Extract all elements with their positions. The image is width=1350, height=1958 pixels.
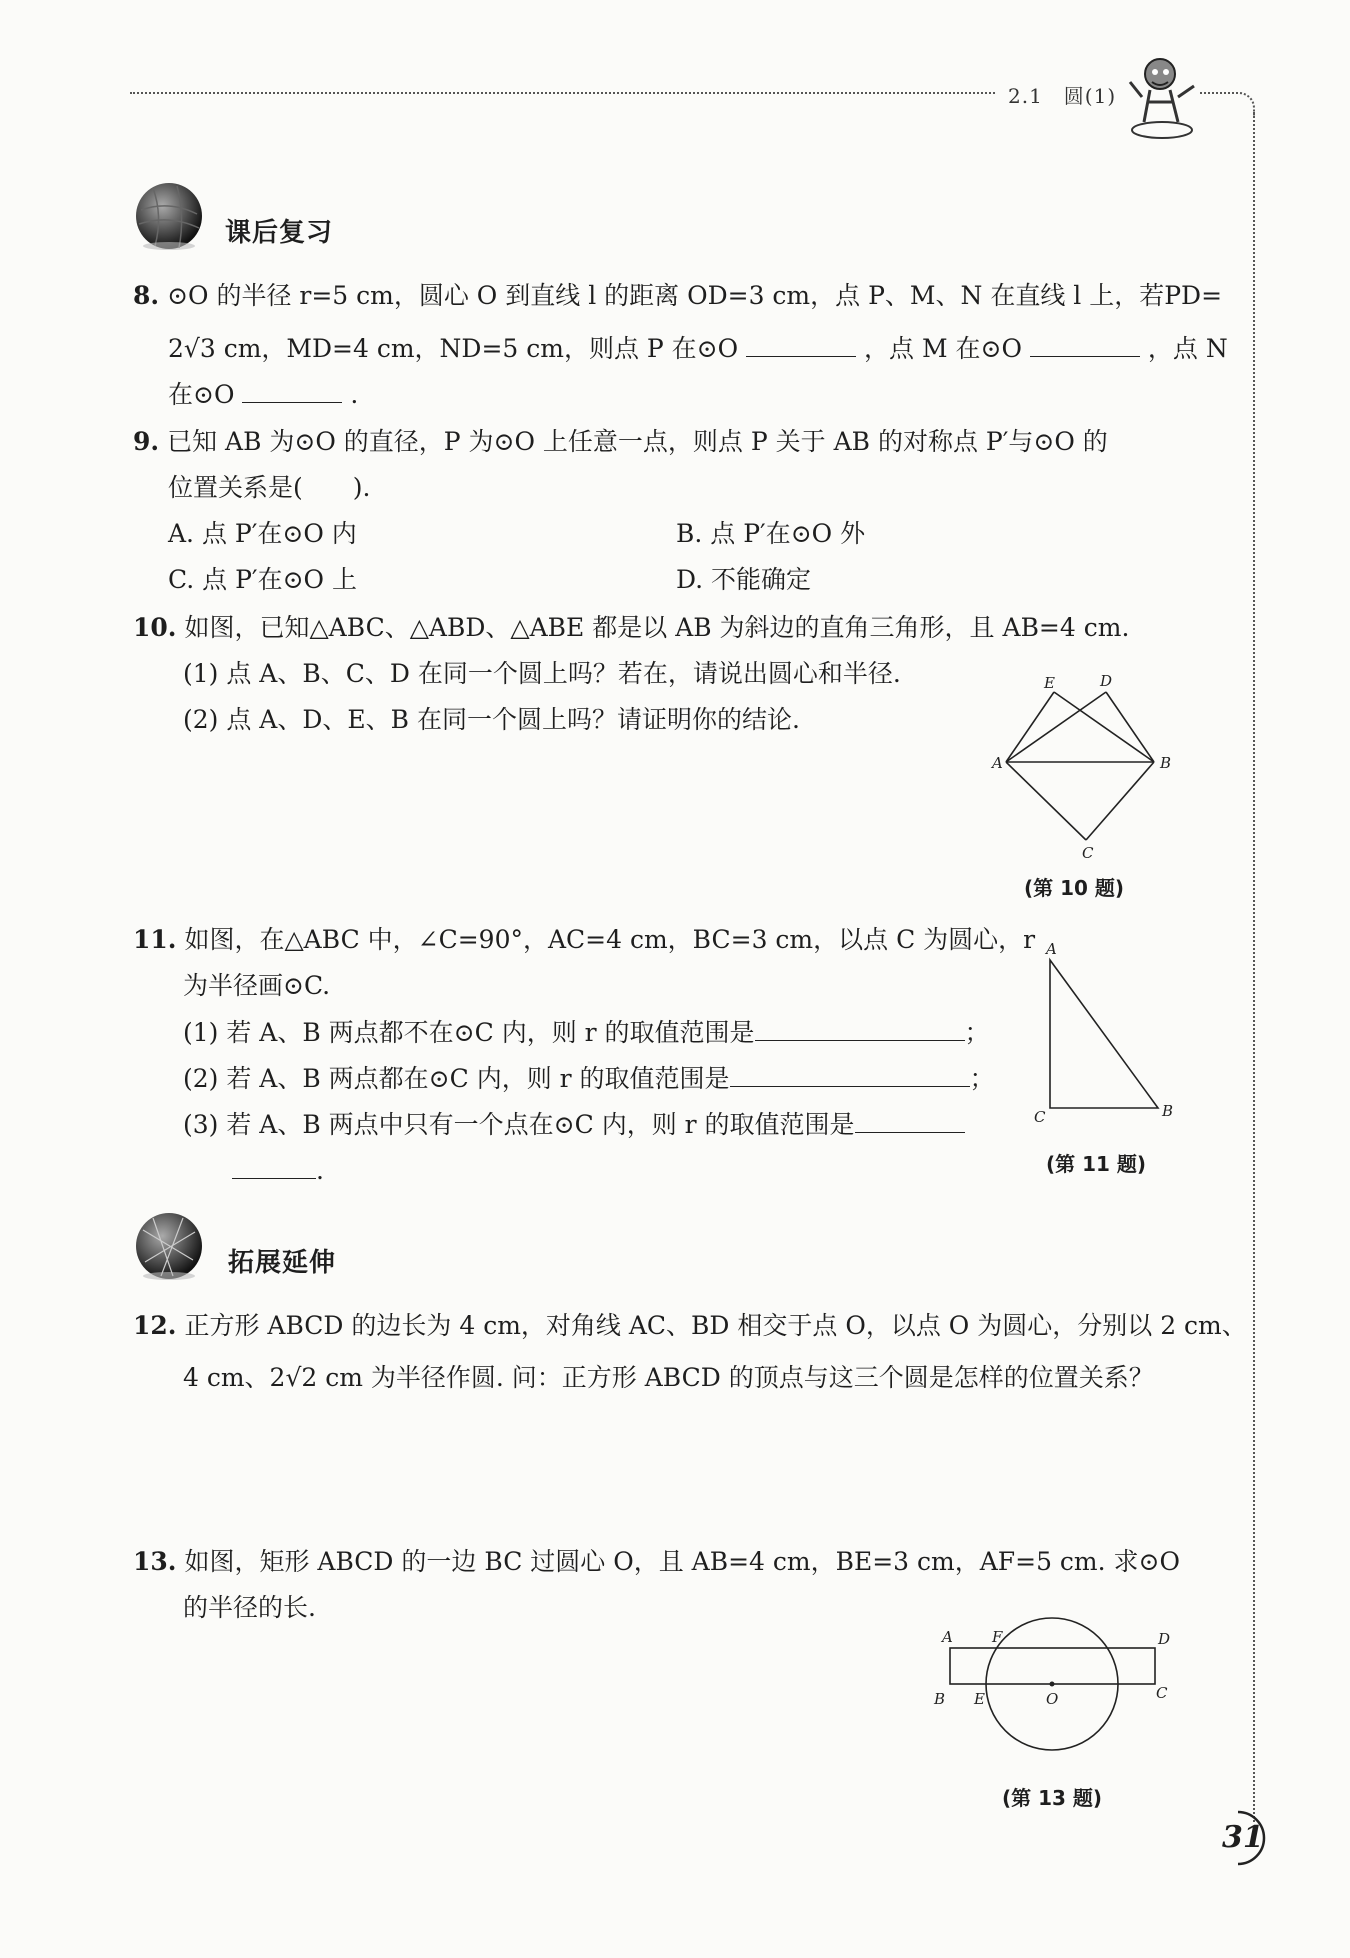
- q11-sub1: (1) 若 A、B 两点都不在⊙C 内，则 r 的取值范围是 ；: [183, 1014, 990, 1051]
- q10-number: 10.: [133, 613, 177, 642]
- page-number: 31: [1222, 1820, 1264, 1855]
- q8-number: 8.: [133, 281, 160, 310]
- q13-label-o: O: [1046, 1690, 1059, 1708]
- q9-option-c[interactable]: C. 点 P′在⊙O 上: [168, 565, 357, 594]
- q13-number: 13.: [133, 1547, 177, 1576]
- q10-segment-bc: [1086, 762, 1154, 840]
- q11-line2: 为半径画⊙C.: [183, 971, 331, 1000]
- q8-line1: 8. ⊙O 的半径 r=5 cm，圆心 O 到直线 l 的距离 OD=3 cm，点 P、M、N 在直线 l 上，若PD=: [133, 281, 1223, 310]
- q13-label-b: B: [934, 1690, 946, 1708]
- q10-label-d: D: [1100, 672, 1113, 690]
- q11-number: 11.: [133, 925, 177, 954]
- q10-caption: (第 10 题): [1024, 876, 1125, 900]
- q9-option-b[interactable]: B. 点 P′在⊙O 外: [676, 519, 866, 548]
- q8-line2: 2√3 cm，MD=4 cm，ND=5 cm，则点 P 在⊙O ，点 M 在⊙O ，点 N: [168, 330, 1228, 367]
- q11-sub2: (2) 若 A、B 两点都在⊙C 内，则 r 的取值范围是 ；: [183, 1060, 995, 1097]
- q12-line1: 12. 正方形 ABCD 的边长为 4 cm，对角线 AC、BD 相交于点 O，以点 O 为圆心，分别以 2 cm、: [133, 1311, 1247, 1340]
- q13-center-point: [1050, 1682, 1055, 1687]
- q10-line1: 10. 如图，已知△ABC、△ABD、△ABE 都是以 AB 为斜边的直角三角形，且 AB=4 cm.: [133, 613, 1130, 642]
- q11-label-c: C: [1034, 1108, 1046, 1126]
- q9-line2: 位置关系是( ).: [168, 473, 371, 502]
- q10-label-e: E: [1044, 674, 1055, 692]
- q13-label-c: C: [1156, 1684, 1168, 1702]
- q11-blank-3a[interactable]: [855, 1106, 965, 1133]
- q13-figure: [930, 1610, 1180, 1770]
- right-dotted-border: [1253, 112, 1255, 1822]
- q13-caption: (第 13 题): [1002, 1786, 1103, 1810]
- q10-segment-be: [1054, 692, 1154, 762]
- q11-figure: [1028, 940, 1188, 1130]
- q9-option-a[interactable]: A. 点 P′在⊙O 内: [168, 519, 357, 548]
- q10-segment-ae: [1006, 692, 1054, 762]
- q11-label-a: A: [1046, 940, 1057, 958]
- q13-line2: 的半径的长.: [183, 1593, 316, 1622]
- q9-line1: 9. 已知 AB 为⊙O 的直径，P 为⊙O 上任意一点，则点 P 关于 AB 的对称点 P′与⊙O 的: [133, 427, 1108, 456]
- page-corner-border: [1200, 92, 1255, 116]
- q11-line1: 11. 如图，在△ABC 中，∠C=90°，AC=4 cm，BC=3 cm，以点 C 为圆心，r: [133, 925, 1036, 954]
- q10-sub2: (2) 点 A、D、E、B 在同一个圆上吗？请证明你的结论.: [183, 705, 800, 734]
- q13-label-f: F: [992, 1628, 1003, 1646]
- q11-blank-2[interactable]: [730, 1060, 970, 1087]
- section-ball-icon: [133, 1210, 205, 1282]
- q10-label-a: A: [992, 754, 1003, 772]
- q10-label-b: B: [1160, 754, 1172, 772]
- q11-blank-3b[interactable]: [232, 1152, 316, 1179]
- q12-line2: 4 cm、2√2 cm 为半径作圆. 问：正方形 ABCD 的顶点与这三个圆是怎样的位置关系？: [183, 1363, 1154, 1392]
- q10-segment-ad: [1006, 692, 1106, 762]
- q11-blank-1[interactable]: [755, 1014, 965, 1041]
- q11-label-b: B: [1162, 1102, 1174, 1120]
- q8-blank-n[interactable]: [242, 376, 342, 403]
- q13-label-e: E: [974, 1690, 985, 1708]
- q13-rectangle: [950, 1648, 1155, 1684]
- section-title-extension: 拓展延伸: [228, 1248, 337, 1278]
- q13-label-a: A: [942, 1628, 953, 1646]
- q13-label-d: D: [1158, 1630, 1171, 1648]
- q8-blank-m[interactable]: [1030, 330, 1140, 357]
- q10-sub1: (1) 点 A、B、C、D 在同一个圆上吗？若在，请说出圆心和半径.: [183, 659, 901, 688]
- q13-line1: 13. 如图，矩形 ABCD 的一边 BC 过圆心 O，且 AB=4 cm，BE=3 cm，AF=5 cm. 求⊙O: [133, 1547, 1180, 1576]
- section-ball-icon: [133, 180, 205, 252]
- header-dotted-line: [130, 92, 995, 94]
- q8-blank-p[interactable]: [746, 330, 856, 357]
- cartoon-mascot-icon: [1122, 52, 1202, 142]
- q12-number: 12.: [133, 1311, 177, 1340]
- q9-option-d[interactable]: D. 不能确定: [676, 565, 812, 594]
- header-section-label: 2.1 圆(1): [1008, 84, 1117, 108]
- q11-caption: (第 11 题): [1046, 1152, 1147, 1176]
- q10-figure: [980, 670, 1180, 860]
- q10-segment-ac: [1006, 762, 1086, 840]
- q8-line3: 在⊙O .: [168, 376, 358, 413]
- q11-sub3-cont: .: [232, 1152, 324, 1189]
- q10-label-c: C: [1082, 844, 1094, 860]
- q11-triangle: [1050, 960, 1158, 1108]
- q10-segment-bd: [1106, 692, 1154, 762]
- q9-number: 9.: [133, 427, 160, 456]
- q11-sub3: (3) 若 A、B 两点中只有一个点在⊙C 内，则 r 的取值范围是: [183, 1106, 965, 1143]
- section-title-review: 课后复习: [225, 218, 334, 248]
